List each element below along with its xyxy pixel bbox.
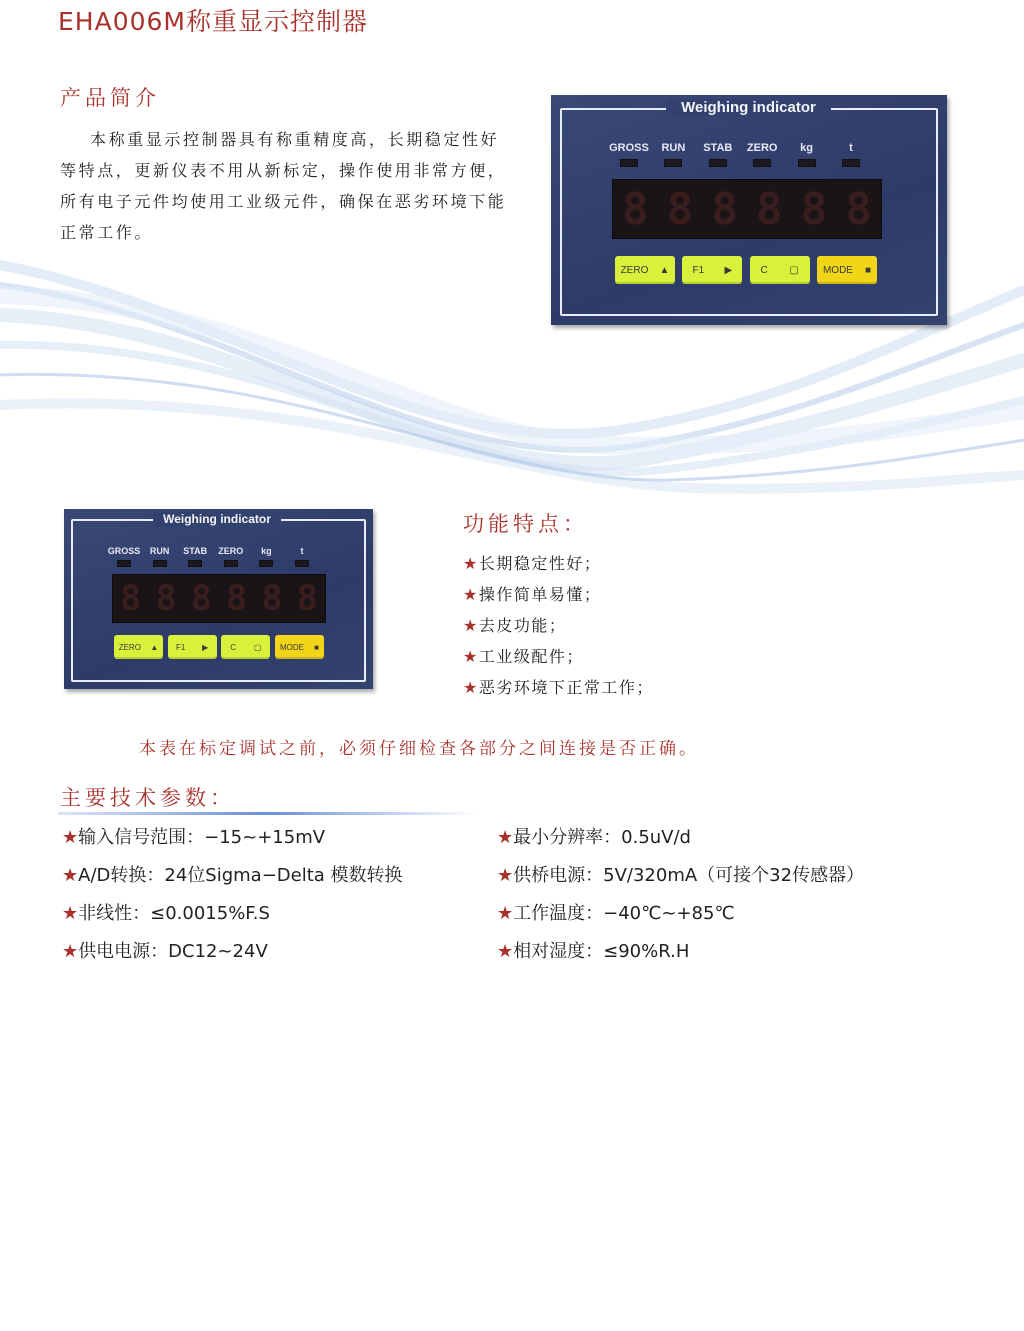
spec-text: 非线性：≤0.0015%F.S	[78, 903, 270, 924]
led-label: STAB	[703, 142, 733, 154]
indicator-led	[653, 142, 693, 167]
star-icon: ★	[62, 827, 79, 848]
heading-underline	[58, 812, 478, 815]
indicator-led	[787, 142, 827, 167]
calibration-notice: 本表在标定调试之前，必须仔细检查各部分之间连接是否正确。	[139, 739, 699, 759]
feature-text: 长期稳定性好；	[478, 554, 602, 573]
spec-text: 最小分辨率：0.5uV/d	[513, 827, 691, 848]
device-brand-label: Weighing indicator	[153, 512, 281, 527]
c-key	[221, 635, 270, 659]
led-label: kg	[261, 546, 272, 556]
indicator-led	[179, 546, 211, 567]
led-dot	[620, 159, 638, 167]
c-key	[750, 256, 810, 284]
feature-text: 工业级配件；	[478, 647, 584, 666]
spec-item	[497, 899, 735, 925]
feature-text: 操作简单易懂；	[478, 585, 602, 604]
led-dot	[117, 560, 131, 567]
led-dot	[259, 560, 273, 567]
device-brand-label: Weighing indicator	[666, 99, 831, 117]
led-dot	[664, 159, 682, 167]
indicator-led	[831, 142, 871, 167]
spec-text: A/D转换：24位Sigma−Delta 模数转换	[78, 865, 403, 886]
feature-item	[463, 641, 654, 672]
display-digit: 8	[226, 578, 248, 619]
display-digit: 8	[800, 183, 828, 235]
mode-key	[275, 635, 324, 659]
key-row	[615, 256, 877, 284]
key-label: MODE	[822, 264, 853, 276]
zero-key	[114, 635, 163, 659]
feature-item	[463, 579, 654, 610]
indicator-photo-small	[64, 509, 373, 689]
indicator-led	[286, 546, 318, 567]
feature-item	[463, 672, 654, 703]
square-outline-icon: ▢	[789, 264, 799, 276]
led-dot	[224, 560, 238, 567]
display-digit: 8	[845, 183, 872, 235]
intro-text: 本称重显示控制器具有称重精度高，长期稳定性好等特点，更新仪表不用从新标定，操作使用非常方便，所有电子元件均使用工业级元件，确保在恶劣环境下能正常工作。	[60, 130, 507, 242]
led-dot	[842, 159, 860, 167]
led-label: t	[300, 546, 304, 556]
led-label: RUN	[661, 142, 686, 154]
feature-item	[463, 610, 654, 641]
key-label: F1	[692, 264, 705, 276]
indicator-led	[698, 142, 738, 167]
spec-text: 供电电源：DC12~24V	[78, 941, 268, 962]
key-label: ZERO	[620, 264, 649, 276]
spec-item	[497, 861, 864, 887]
spec-item	[62, 861, 403, 887]
led-label: ZERO	[746, 142, 778, 154]
key-label: MODE	[280, 642, 304, 652]
star-icon: ★	[62, 941, 79, 962]
specs-heading: 主要技术参数：	[60, 786, 235, 810]
up-arrow-icon: ▲	[659, 264, 670, 276]
display-digit: 8	[666, 183, 694, 235]
led-label: STAB	[183, 546, 208, 556]
led-dot	[709, 159, 727, 167]
star-icon: ★	[463, 678, 479, 697]
key-label: C	[230, 642, 236, 652]
star-icon: ★	[62, 865, 79, 886]
star-icon: ★	[497, 865, 514, 886]
feature-item	[463, 548, 654, 579]
feature-text: 去皮功能；	[478, 616, 567, 635]
display-digit: 8	[756, 183, 783, 235]
square-filled-icon: ■	[314, 642, 319, 652]
spec-item	[497, 937, 689, 963]
led-dot	[188, 560, 202, 567]
key-label: F1	[176, 642, 186, 652]
key-label: ZERO	[118, 642, 141, 652]
features-heading: 功能特点：	[463, 512, 588, 536]
spec-text: 相对湿度：≤90%R.H	[513, 941, 690, 962]
indicator-led	[609, 142, 649, 167]
led-label: GROSS	[609, 142, 649, 154]
features-list	[463, 548, 654, 703]
mode-key	[817, 256, 877, 284]
zero-key	[615, 256, 675, 284]
key-row	[114, 635, 324, 659]
spec-item	[62, 899, 270, 925]
led-dot	[295, 560, 309, 567]
indicator-led-row	[609, 142, 871, 167]
indicator-photo-large	[551, 95, 947, 325]
display-digit: 8	[622, 183, 649, 235]
f1-key	[168, 635, 217, 659]
spec-text: 输入信号范围：−15~+15mV	[78, 827, 326, 848]
led-label: kg	[800, 142, 813, 154]
led-label: t	[849, 142, 853, 154]
intro-heading: 产品简介	[60, 86, 160, 110]
display-digit: 8	[155, 578, 177, 619]
feature-text: 恶劣环境下正常工作；	[478, 678, 654, 697]
spec-item	[62, 823, 325, 849]
led-label: GROSS	[107, 546, 141, 556]
display-digit: 8	[261, 578, 283, 619]
square-outline-icon: ▢	[253, 642, 262, 652]
up-arrow-icon: ▲	[150, 642, 159, 652]
display-digit: 8	[296, 578, 318, 619]
square-filled-icon: ■	[864, 264, 871, 276]
right-arrow-icon: ▶	[202, 642, 209, 652]
indicator-led	[144, 546, 176, 567]
star-icon: ★	[463, 585, 479, 604]
indicator-led	[108, 546, 140, 567]
star-icon: ★	[463, 647, 479, 666]
seven-segment-display	[112, 574, 326, 623]
star-icon: ★	[463, 616, 479, 635]
display-digit: 8	[190, 578, 212, 619]
star-icon: ★	[497, 827, 514, 848]
key-label: C	[760, 264, 768, 276]
led-dot	[753, 159, 771, 167]
indicator-led	[742, 142, 782, 167]
display-digit: 8	[711, 183, 738, 235]
star-icon: ★	[463, 554, 479, 573]
page-title: EHA006M称重显示控制器	[58, 7, 368, 36]
spec-item	[497, 823, 691, 849]
indicator-led	[215, 546, 247, 567]
seven-segment-display	[612, 179, 882, 239]
spec-text: 供桥电源：5V/320mA（可接个32传感器）	[513, 865, 865, 886]
star-icon: ★	[497, 941, 514, 962]
led-dot	[798, 159, 816, 167]
indicator-led-row	[108, 546, 318, 567]
led-dot	[153, 560, 167, 567]
display-digit: 8	[120, 578, 142, 619]
f1-key	[682, 256, 742, 284]
spec-text: 工作温度：−40℃~+85℃	[513, 903, 735, 924]
spec-item	[62, 937, 268, 963]
right-arrow-icon: ▶	[724, 264, 733, 276]
indicator-led	[250, 546, 282, 567]
star-icon: ★	[62, 903, 79, 924]
star-icon: ★	[497, 903, 514, 924]
led-label: ZERO	[218, 546, 244, 556]
led-label: RUN	[149, 546, 170, 556]
